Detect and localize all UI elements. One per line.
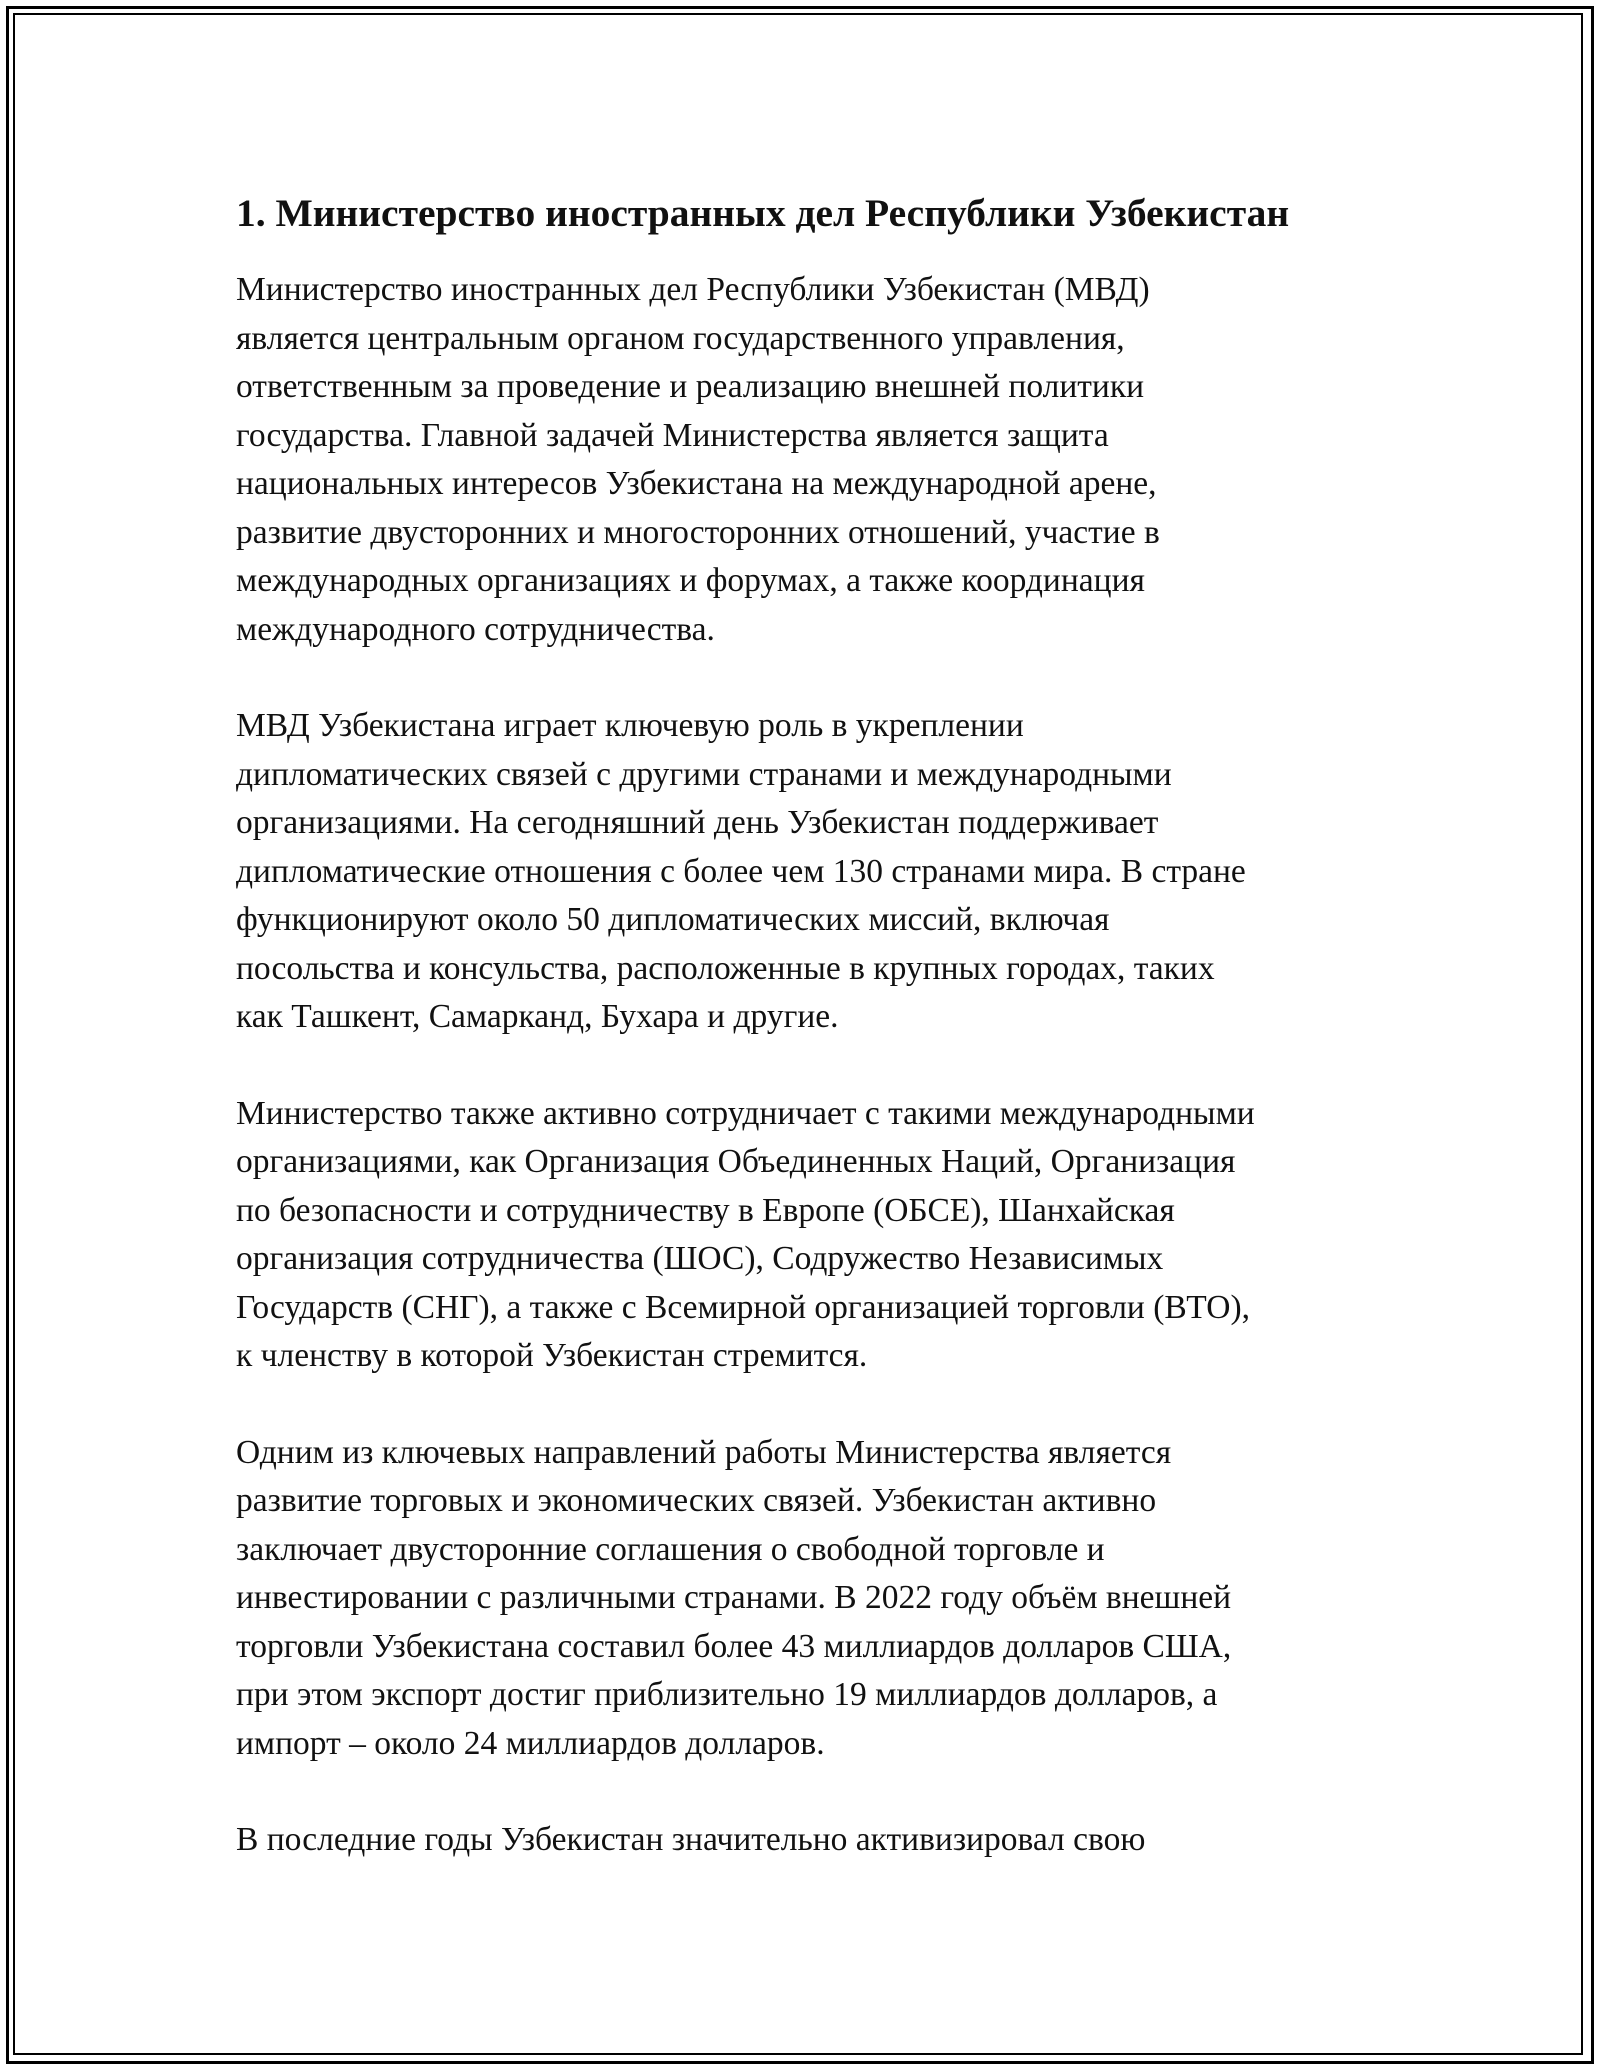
paragraph-line: функционируют около 50 дипломатических миссий, включая xyxy=(236,901,1110,938)
paragraph-line: развитие торговых и экономических связей. Узбекистан активно xyxy=(236,1482,1157,1519)
paragraph-line: развитие двусторонних и многосторонних отношений, участие в xyxy=(236,513,1160,551)
paragraph-line: заключает двусторонние соглашения о свободной торговле и xyxy=(236,1530,1105,1568)
paragraph-line: инвестировании с различными странами. В 2022 году объём внешней xyxy=(236,1579,1232,1616)
paragraph xyxy=(236,266,1366,654)
paragraph xyxy=(236,702,1366,1042)
paragraph-line: по безопасности и сотрудничеству в Европе (ОБСЕ), Шанхайская xyxy=(236,1191,1175,1229)
paragraph-line: международных организациях и форумах, а также координация xyxy=(236,562,1145,599)
paragraph-line: государства. Главной задачей Министерства является защита xyxy=(236,416,1109,454)
paragraph-line: дипломатических связей с другими странами и международными xyxy=(236,755,1172,793)
paragraph xyxy=(236,1090,1366,1381)
paragraph-line: к членству в которой Узбекистан стремится. xyxy=(236,1337,868,1374)
paragraph-line: ответственным за проведение и реализацию внешней политики xyxy=(236,368,1145,405)
paragraph-line: организациями. На сегодняшний день Узбекистан поддерживает xyxy=(236,804,1159,841)
paragraph-line: дипломатические отношения с более чем 130 странами мира. В стране xyxy=(236,852,1246,890)
paragraph-line: как Ташкент, Самарканд, Бухара и другие. xyxy=(236,998,839,1035)
paragraph-line: импорт – около 24 миллиардов долларов. xyxy=(236,1724,825,1762)
paragraph-line: Одним из ключевых направлений работы Министерства является xyxy=(236,1433,1172,1471)
section-heading: 1. Министерство иностранных дел Республики Узбекистан xyxy=(236,191,1290,235)
paragraph-line: является центральным органом государственного управления, xyxy=(236,319,1125,357)
paragraph-line: национальных интересов Узбекистана на международной арене, xyxy=(236,465,1157,502)
paragraph-line: посольства и консульства, расположенные в крупных городах, таких xyxy=(236,949,1215,987)
paragraph-line: Министерство также активно сотрудничает с такими международными xyxy=(236,1094,1255,1132)
paragraphs xyxy=(236,266,1366,1865)
paragraph-line: Государств (СНГ), а также с Всемирной организацией торговли (ВТО), xyxy=(236,1288,1251,1326)
paragraph-line: Министерство иностранных дел Республики Узбекистан (МВД) xyxy=(236,271,1150,308)
paragraph-line: международного сотрудничества. xyxy=(236,610,715,648)
paragraph-line: МВД Узбекистана играет ключевую роль в укреплении xyxy=(236,707,1024,744)
paragraph-line: организация сотрудничества (ШОС), Содружество Независимых xyxy=(236,1240,1164,1277)
paragraph-line: при этом экспорт достиг приблизительно 19 миллиардов долларов, а xyxy=(236,1676,1218,1713)
paragraph xyxy=(236,1429,1366,1769)
paragraph-line: торговли Узбекистана составил более 43 миллиардов долларов США, xyxy=(236,1627,1232,1665)
document-body xyxy=(236,186,1366,1913)
paragraph xyxy=(236,1816,1366,1865)
paragraph-line: организациями, как Организация Объединенных Наций, Организация xyxy=(236,1143,1236,1180)
paragraph-line: В последние годы Узбекистан значительно активизировал свою xyxy=(236,1821,1146,1858)
